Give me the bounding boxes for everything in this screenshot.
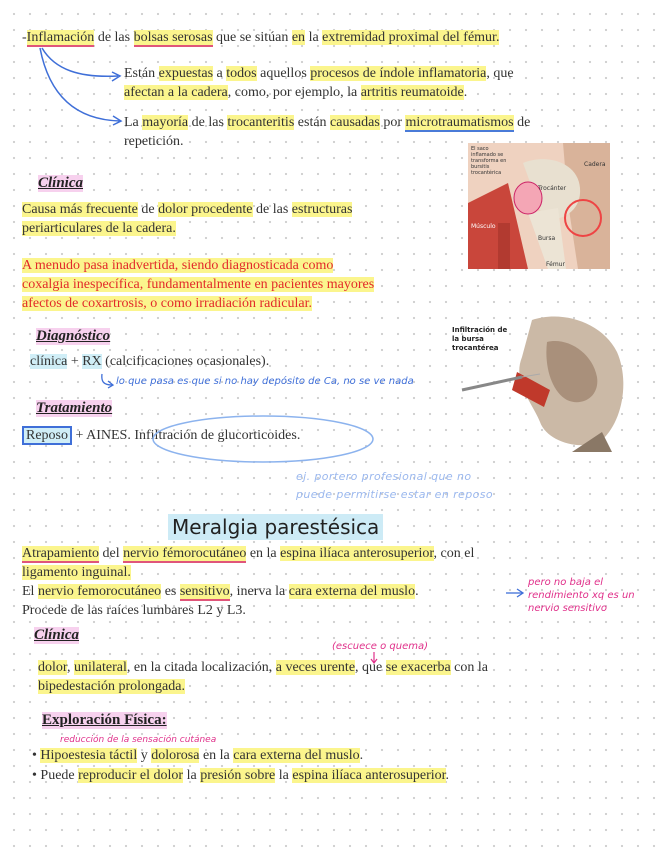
caption-line: la bursa: [452, 335, 484, 343]
meralgia-arrow: [506, 588, 526, 598]
intro-text: que se sitúan: [212, 30, 292, 45]
note-text: a: [213, 66, 227, 81]
meralgia-text: , inerva la: [229, 584, 289, 599]
meralgia-title: [168, 515, 383, 539]
illustration-label-trocanter: Trocánter: [538, 185, 567, 192]
tratamiento-aines: + AINES.: [75, 428, 131, 443]
diagnostico-arrow: [98, 372, 118, 392]
exploracion-hand-note: reducción de la sensación cutánea: [60, 735, 217, 745]
bullet1-dolorosa: dolorosa: [151, 748, 200, 763]
red-line-3: afectos de coxartrosis, o como irradiación radicular.: [22, 296, 312, 311]
bullet2-text: la: [183, 768, 201, 783]
meralgia-title-text: Meralgia parestésica: [168, 514, 383, 540]
bullet2-presion: presión sobre: [200, 768, 276, 783]
meralgia-text: es: [161, 584, 180, 599]
note-afectan: afectan a la cadera: [124, 85, 228, 100]
intro-en: en: [291, 30, 306, 45]
clinica2-hand-note: (escuece o quema): [332, 641, 428, 652]
note-text: , que: [486, 66, 514, 81]
bullet-2: [32, 766, 632, 785]
intro-dash: -: [22, 30, 27, 45]
clinica-dolor: dolor procedente: [158, 202, 253, 217]
meralgia-cara: cara externa del muslo: [288, 584, 416, 599]
intro-extremidad: extremidad proximal del fémur.: [322, 30, 500, 45]
clinica2-text: con la: [450, 660, 488, 675]
clinica2-dolor: dolor: [38, 660, 67, 675]
hand-note-line: puede permitirse estar en reposo: [296, 488, 493, 501]
bullet2-text: .: [445, 768, 450, 783]
meralgia-nervio: nervio fémorocutáneo: [123, 546, 247, 561]
illustration-label-bursa: Bursa: [538, 235, 556, 242]
note-text: de las: [188, 115, 228, 130]
note-causadas: causadas: [330, 115, 380, 130]
note-text: .: [463, 85, 468, 100]
bullet1-text: en la: [199, 748, 234, 763]
clinica-heading: Clínica: [38, 175, 84, 191]
caption-line: Infiltración de: [452, 326, 508, 334]
clinica2-heading: Clínica: [34, 627, 80, 643]
intro-text: de las: [94, 30, 134, 45]
hand-note-line: ej. portero profesional que no: [296, 470, 472, 483]
clinica-red-paragraph: [22, 256, 472, 313]
diagnostico-clinica: clínica: [30, 354, 68, 369]
meralgia-text: en la: [246, 546, 281, 561]
caption-line: trocantérea: [452, 344, 499, 352]
clinica-causa: Causa más frecuente: [22, 202, 138, 217]
clinica-description: [22, 200, 462, 238]
note-expuestas: expuestas: [158, 66, 214, 81]
bullet2-espina: espina ilíaca anterosuperior: [292, 768, 446, 783]
bullet-1: [32, 746, 632, 765]
meralgia-femorocutaneo: nervio femorocutáneo: [37, 584, 162, 599]
side-note-line: rendimiento xq es un: [528, 590, 635, 601]
illustration-label-femur: Fémur: [546, 261, 565, 268]
illustration-label-top: El saco inflamado se transforma en bursitis trocantérica: [471, 146, 507, 176]
clinica-periarticulares: periarticulares de la cadera.: [22, 221, 176, 236]
bullet1-text: y: [137, 748, 152, 763]
note-repeticion: repetición.: [124, 134, 184, 149]
side-note-line: pero no baja el: [528, 577, 604, 588]
meralgia-text: , con el: [433, 546, 475, 561]
intro-text: la: [305, 30, 323, 45]
note-microtraumatismos: microtraumatismos: [405, 115, 514, 130]
note-procesos: procesos de índole inflamatoria: [310, 66, 487, 81]
meralgia-side-note: [528, 576, 635, 615]
illustration-label-cadera: Cadera: [584, 161, 606, 168]
bullet1-hipoestesia: Hipoestesia táctil: [40, 748, 138, 763]
meralgia-text: El: [22, 584, 38, 599]
tratamiento-hand-note: [296, 468, 493, 504]
meralgia-text: .: [415, 584, 419, 599]
clinica2-text: ,: [67, 660, 74, 675]
clinica-text: de: [137, 202, 159, 217]
meralgia-ligamento: ligamento inguinal.: [22, 565, 131, 580]
clinica2-bipedestacion: bipedestación prolongada.: [38, 679, 185, 694]
diagnostico-plus: +: [67, 354, 83, 369]
side-note-line: nervio sensitivo: [528, 603, 608, 614]
diagnostico-heading: Diagnóstico: [36, 328, 111, 344]
intro-bolsas: bolsas serosas: [133, 30, 213, 45]
meralgia-espina: espina ilíaca anterosuperior: [280, 546, 434, 561]
note-text: por: [379, 115, 406, 130]
red-line-1: A menudo pasa inadvertida, siendo diagnosticada como: [22, 258, 334, 273]
note-text: La: [124, 115, 143, 130]
diagnostico-hand-note: lo que pasa es que si no hay depósito de Ca, no se ve nada: [116, 376, 414, 387]
exploracion-bullets: [32, 746, 632, 785]
note-text: aquellos: [256, 66, 311, 81]
intro-inflamacion: Inflamación: [26, 30, 95, 45]
meralgia-sensitivo: sensitivo: [179, 584, 230, 599]
bullet-dot-icon: •: [32, 768, 37, 783]
red-line-2: coxalgia inespecífica, fundamentalmente en pacientes mayores: [22, 277, 375, 292]
note-text: de: [513, 115, 531, 130]
note-text: , como, por ejemplo, la: [227, 85, 361, 100]
tratamiento-reposo: Reposo: [22, 426, 72, 445]
note-text: están: [294, 115, 331, 130]
meralgia-text: del: [98, 546, 124, 561]
diagnostico-calcificaciones: (calcificaciones ocasionales).: [101, 354, 270, 369]
clinica2-text: , que: [355, 660, 386, 675]
clinica2-paragraph: [38, 658, 618, 696]
clinica2-unilateral: unilateral: [74, 660, 127, 675]
bursitis-illustration: [468, 143, 610, 269]
note-trocanteritis: trocanteritis: [227, 115, 295, 130]
clinica-estructuras: estructuras: [291, 202, 353, 217]
bullet2-text: la: [275, 768, 293, 783]
clinica2-exacerba: se exacerba: [385, 660, 451, 675]
infiltration-caption: [452, 326, 507, 353]
exploracion-heading: Exploración Física:: [42, 712, 167, 728]
meralgia-raices: Procede de las raíces lumbares L2 y L3.: [22, 603, 246, 618]
note-todos: todos: [226, 66, 257, 81]
meralgia-atrapamiento: Atrapamiento: [22, 546, 99, 561]
bullet1-text: .: [359, 748, 364, 763]
clinica2-text: , en la citada localización,: [126, 660, 276, 675]
bullet2-text: Puede: [40, 768, 79, 783]
tratamiento-heading: Tratamiento: [36, 400, 113, 416]
clinica-text: de las: [252, 202, 292, 217]
note-text: Están: [124, 66, 159, 81]
note-artritis: artritis reumatoide: [360, 85, 464, 100]
bullet1-cara: cara externa del muslo: [233, 748, 360, 763]
bullet-dot-icon: •: [32, 748, 37, 763]
tratamiento-infiltracion: Infiltración de glucorticoides.: [134, 428, 301, 443]
infiltracion-circle: [148, 412, 378, 474]
bullet2-reproducir: reproducir el dolor: [78, 768, 184, 783]
clinica2-urente: a veces urente: [275, 660, 356, 675]
diagnostico-line: [30, 352, 269, 371]
illustration-label-musculo: Músculo: [471, 223, 496, 230]
diagnostico-rx: RX: [82, 354, 102, 369]
note1: [124, 64, 614, 102]
infiltration-illustration: [452, 312, 630, 452]
note-mayoria: mayoría: [142, 115, 189, 130]
